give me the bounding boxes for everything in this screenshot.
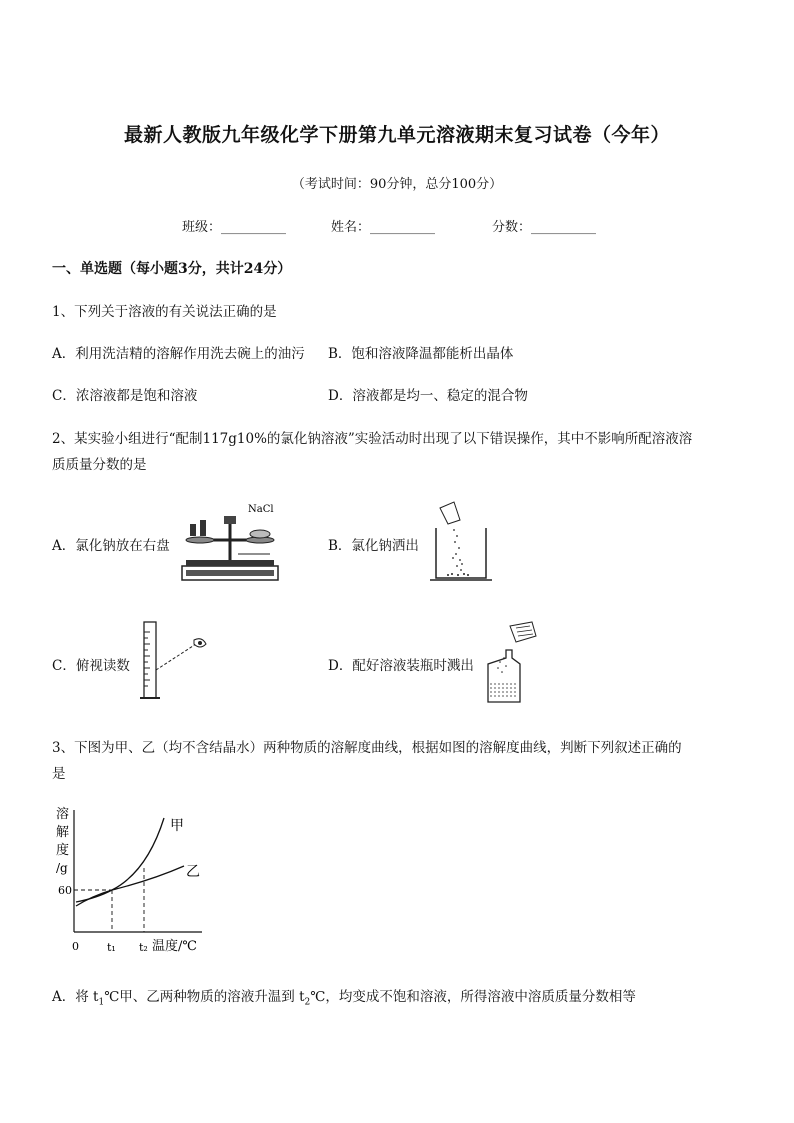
q2-stem-line2: 质质量分数的是 [52,457,147,473]
bottle-splash-illustration [480,618,542,704]
q3-option-a: A．将 $t_1℃$甲、乙两种物质的溶液升温到 $t_2℃$，均变成不饱和溶液，所得溶液中溶质质量分数相等 [52,989,636,1008]
page-title: 最新人教版九年级化学下册第九单元溶液期末复习试卷（今年） [123,124,670,146]
y-label-char-1: 溶 [56,807,70,822]
beaker-spill-illustration [430,498,492,584]
q1-option-d: D．溶液都是均一、稳定的混合物 [328,388,528,404]
cylinder-reading-illustration [138,618,218,702]
section-heading: 一、单选题（每小题3分，共计24分） [52,261,292,277]
series-yi-label: 乙 [186,864,200,880]
series-jia-label: 甲 [170,818,184,834]
name-field: 姓名：__________ [331,220,436,235]
q1-option-b: B．饱和溶液降温都能析出晶体 [328,346,514,362]
x-axis-label: 温度/℃ [152,939,197,954]
q2-option-a: A．氯化钠放在右盘 [52,538,170,554]
q2-stem-line1: 2、某实验小组进行“配制117g10%的氯化钠溶液”实验活动时出现了以下错误操作，其中不影响所配溶液溶 [52,431,693,447]
balance-illustration [180,500,280,584]
q1-option-c: C．浓溶液都是饱和溶液 [52,388,198,404]
exam-subtitle: （考试时间：90分钟，总分100分） [291,177,503,192]
q2-option-d: D．配好溶液装瓶时溅出 [328,658,474,674]
q3-stem-line1: 3、下图为甲、乙（均不含结晶水）两种物质的溶解度曲线，根据如图的溶解度曲线，判断下列叙述正确的 [52,740,682,756]
score-field: 分数：__________ [492,220,597,235]
class-field: 班级：__________ [182,220,287,235]
q2-option-c: C．俯视读数 [52,658,130,674]
solubility-chart [52,804,212,964]
series-jia-line [76,818,164,902]
q2-option-b: B．氯化钠洒出 [328,538,419,554]
y-tick-60: 60 [58,884,72,897]
y-label-char-3: 度 [56,843,70,858]
x-tick-t2: t₂ [139,941,148,954]
x-tick-t1: t₁ [107,941,116,954]
y-label-char-2: 解 [56,825,70,840]
q3-stem-line2: 是 [52,766,66,782]
q1-option-a: A．利用洗洁精的溶解作用洗去碗上的油污 [52,346,305,362]
origin-label: 0 [72,940,79,953]
series-yi-line [76,866,184,906]
nacl-label: NaCl [248,504,274,515]
y-label-char-4: /g [56,861,68,875]
q1-stem: 1、下列关于溶液的有关说法正确的是 [52,304,277,320]
